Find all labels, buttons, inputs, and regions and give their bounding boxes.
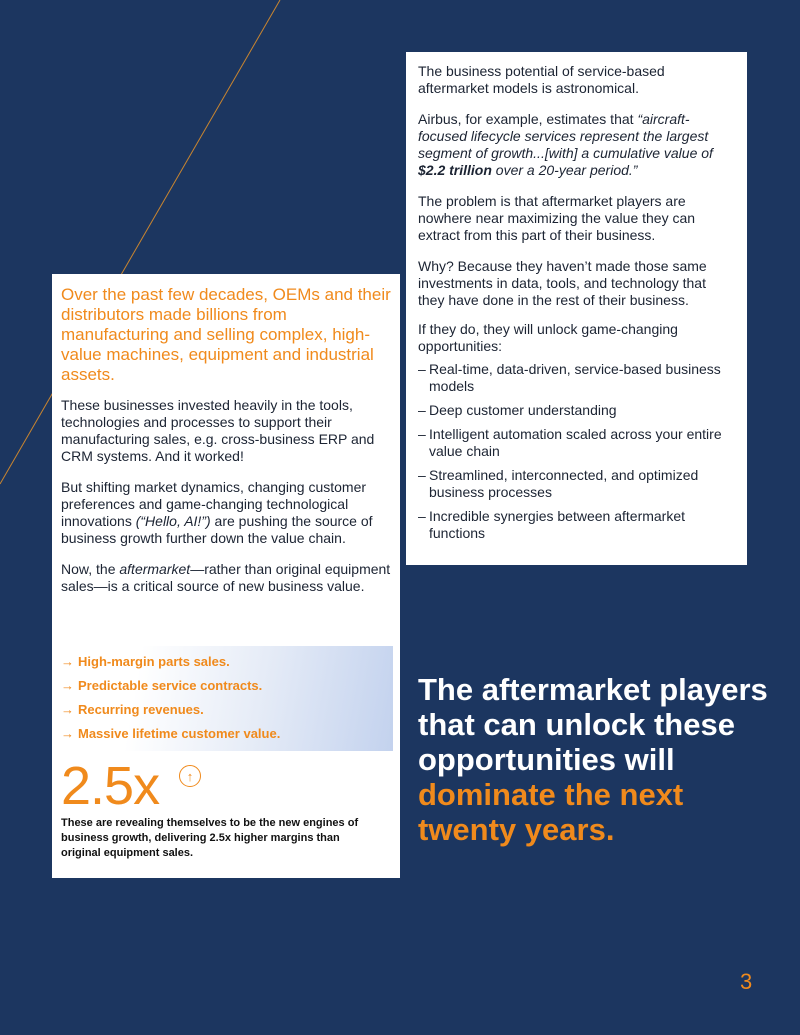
left-text-card xyxy=(52,274,400,878)
stat-value: 2.5x xyxy=(61,756,160,816)
left-paragraph-1: These businesses invested heavily in the tools, technologies and processes to support their manufacturing sales, e.g. cross-business ERP and CRM systems. And it worked! xyxy=(61,397,375,464)
headline-white: The aftermarket players that can unlock these opportunities will xyxy=(418,672,768,777)
right-text-card xyxy=(406,52,747,565)
highlight-item: → High-margin parts sales. xyxy=(61,654,230,669)
stat-caption: These are revealing themselves to be the new engines of business growth, delivering 2.5x higher margins than original equipment sales. xyxy=(61,817,359,859)
arrow-right-icon: → xyxy=(61,678,74,693)
opportunities-list xyxy=(418,361,735,542)
arrow-right-icon: → xyxy=(61,702,74,717)
closing-headline xyxy=(418,672,788,847)
list-item: – Real-time, data-driven, service-based business models xyxy=(418,361,721,394)
airbus-quote-a: “aircraft-focused lifecycle services represent the largest segment of growth...[with] a cumulative value of xyxy=(418,111,713,161)
arrow-right-icon: → xyxy=(61,726,74,741)
stat-block xyxy=(61,756,381,861)
airbus-quote-b: over a 20-year period.” xyxy=(491,162,638,178)
list-item: – Incredible synergies between aftermarket functions xyxy=(418,508,686,541)
right-paragraph-4: Why? Because they haven’t made those same investments in data, tools, and technology that they have done in the rest of their business. xyxy=(418,258,707,308)
list-item: – Deep customer understanding xyxy=(418,402,617,418)
right-paragraph-3: The problem is that aftermarket players are nowhere near maximizing the value they can extract from this part of their business. xyxy=(418,193,696,243)
airbus-value: $2.2 trillion xyxy=(418,162,492,178)
list-item: – Intelligent automation scaled across your entire value chain xyxy=(418,426,722,459)
airbus-lead: Airbus, for example, estimates that xyxy=(418,111,638,127)
highlight-item: → Recurring revenues. xyxy=(61,702,204,717)
highlights-box xyxy=(52,646,393,751)
lead-paragraph: Over the past few decades, OEMs and their distributors made billions from manufacturing and selling complex, high-value machines, equipment and industrial assets. xyxy=(61,285,391,384)
right-paragraph-1: The business potential of service-based aftermarket models is astronomical. xyxy=(418,63,665,96)
up-arrow-circle-icon: ↑ xyxy=(179,765,201,787)
headline-accent: dominate the next twenty years. xyxy=(418,777,684,847)
list-item: – Streamlined, interconnected, and optimized business processes xyxy=(418,467,699,500)
left-paragraph-2: But shifting market dynamics, changing customer preferences and game-changing technological innovations (“Hello, AI!”) are pushing the source of business growth further down the value chain. xyxy=(61,479,373,546)
highlight-item: → Massive lifetime customer value. xyxy=(61,726,281,741)
arrow-right-icon: → xyxy=(61,654,74,669)
left-paragraph-3: Now, the aftermarket—rather than original equipment sales—is a critical source of new business value. xyxy=(61,561,391,594)
highlight-item: → Predictable service contracts. xyxy=(61,678,263,693)
right-paragraph-airbus xyxy=(418,111,735,179)
right-paragraph-5: If they do, they will unlock game-changing opportunities: xyxy=(418,321,678,354)
page-number: 3 xyxy=(740,969,753,994)
